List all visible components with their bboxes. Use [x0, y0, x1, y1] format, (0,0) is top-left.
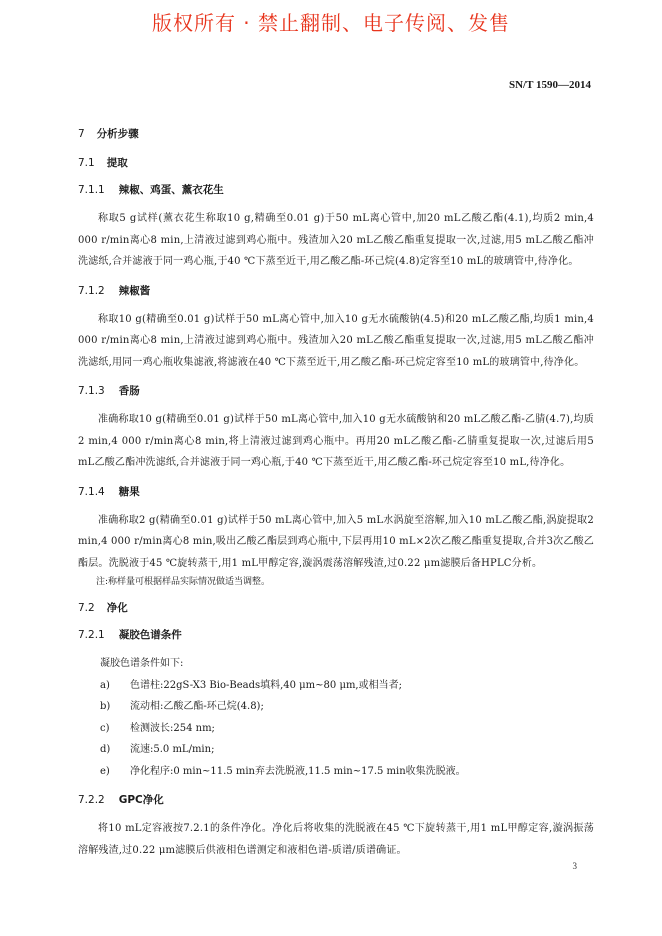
section-heading-7-1-4: [78, 485, 594, 499]
section-number: 7.2: [78, 602, 95, 614]
section-number: 7.1.3: [78, 385, 105, 397]
section-heading-7-1: [78, 156, 594, 170]
paragraph-7-1-2: 称取10 g(精确至0.01 g)试样于50 mL离心管中,加入10 g无水硫酸钠(4.5)和20 mL乙酸乙酯,均质1 min,4 000 r/min离心8 min,上清液过滤到鸡心瓶中。残渣加入20 mL乙酸乙酯重复提取一次,过滤,用5 mL乙酸乙酯冲洗滤纸,用同一鸡心瓶收集滤液,将滤液在40 ℃下蒸至近干,用乙酸乙酯-环己烷定容至10 mL的玻璃管中,待净化。: [78, 313, 594, 368]
section-title: 辣椒酱: [118, 284, 151, 297]
list-item-text: 色谱柱:22gS-X3 Bio-Beads填料,40 μm~80 μm,或相当者;: [130, 679, 402, 691]
copyright-watermark: 版权所有 · 禁止翻制、电子传阅、发售: [151, 11, 511, 35]
list-item: [78, 696, 594, 718]
list-marker: a): [100, 679, 110, 691]
paragraph-7-1-4: 准确称取2 g(精确至0.01 g)试样于50 mL离心管中,加入5 mL水涡旋至溶解,加入10 mL乙酸乙酯,涡旋提取2 min,4 000 r/min离心8 min,吸出乙酸乙酯层到鸡心瓶中,下层再用10 mL×2次乙酸乙酯重复提取,合并3次乙酸乙酯层。洗脱液于45 ℃旋转蒸干,用1 mL甲醇定容,漩涡震荡溶解残渣,过0.22 μm滤膜后备HPLC分析。: [78, 514, 594, 569]
section-title: 凝胶色谱条件: [118, 629, 182, 641]
section-heading-7: [78, 127, 594, 141]
list-item-text: 检测波长:254 nm;: [130, 722, 215, 734]
list-item-text: 流速:5.0 mL/min;: [130, 744, 215, 755]
section-title: 香肠: [118, 385, 140, 397]
list-item: [78, 761, 594, 783]
section-number: 7.2.2: [78, 794, 105, 806]
section-heading-7-2-2: [78, 793, 594, 807]
list-item: [78, 675, 594, 697]
conditions-intro: 凝胶色谱条件如下:: [100, 658, 184, 669]
list-item-text: 净化程序:0 min~11.5 min弃去洗脱液,11.5 min~17.5 min收集洗脱液。: [130, 765, 466, 777]
section-number: 7: [78, 128, 85, 140]
section-heading-7-1-1: [78, 183, 594, 197]
list-item: [78, 739, 594, 761]
conditions-list: [78, 675, 594, 783]
section-heading-7-2-1: [78, 628, 594, 642]
section-title: 辣椒、鸡蛋、薰衣花生: [118, 184, 224, 196]
note: 注:称样量可根据样品实际情况做适当调整。: [96, 577, 271, 587]
section-title: 提取: [106, 157, 128, 169]
paragraph-7-1-3: 准确称取10 g(精确至0.01 g)试样于50 mL离心管中,加入10 g无水硫酸钠和20 mL乙酸乙酯-乙腈(4.7),均质2 min,4 000 r/min离心8 min,将上清液过滤到鸡心瓶中。再用20 mL乙酸乙酯-乙腈重复提取一次,过滤后用5 mL乙酸乙酯冲洗滤纸,合并滤液于同一鸡心瓶,于40 ℃下蒸至近干,用乙酸乙酯-环己烷定容至10 mL,待净化。: [78, 414, 594, 468]
section-title: 糖果: [118, 485, 140, 498]
section-title: GPC净化: [118, 794, 164, 806]
list-item: [78, 718, 594, 740]
section-heading-7-1-3: [78, 384, 594, 398]
paragraph-7-1-1: 称取5 g试样(薰衣花生称取10 g,精确至0.01 g)于50 mL离心管中,加20 mL乙酸乙酯(4.1),均质2 min,4 000 r/min离心8 min,上清液过滤到鸡心瓶中。残渣加入20 mL乙酸乙酯重复提取一次,过滤,用5 mL乙酸乙酯冲洗滤纸,合并滤液于同一鸡心瓶,于40 ℃下蒸至近干,用乙酸乙酯-环己烷(4.8)定容至10 mL的玻璃管中,待净化。: [78, 213, 594, 267]
list-marker: b): [100, 701, 111, 712]
section-number: 7.1.1: [78, 184, 105, 196]
paragraph-7-2-2: 将10 mL定容液按7.2.1的条件净化。净化后将收集的洗脱液在45 ℃下旋转蒸干,用1 mL甲醇定容,漩涡振荡溶解残渣,过0.22 μm滤膜后供液相色谱测定和液相色谱-质谱/质谱确证。: [78, 823, 594, 856]
section-number: 7.1.4: [78, 485, 105, 498]
list-marker: e): [100, 765, 110, 777]
section-number: 7.2.1: [78, 629, 105, 641]
document-body: [78, 124, 594, 861]
section-heading-7-1-2: [78, 284, 594, 298]
document-number: SN/T 1590—2014: [508, 79, 591, 91]
list-item-text: 流动相:乙酸乙酯-环己烷(4.8);: [130, 701, 264, 712]
section-number: 7.1.2: [78, 284, 105, 297]
section-number: 7.1: [78, 157, 95, 169]
section-title: 净化: [106, 602, 128, 614]
section-title: 分析步骤: [96, 128, 139, 140]
section-heading-7-2: [78, 601, 594, 615]
list-marker: d): [100, 744, 111, 755]
page-number: 3: [572, 861, 577, 871]
list-marker: c): [100, 722, 110, 734]
